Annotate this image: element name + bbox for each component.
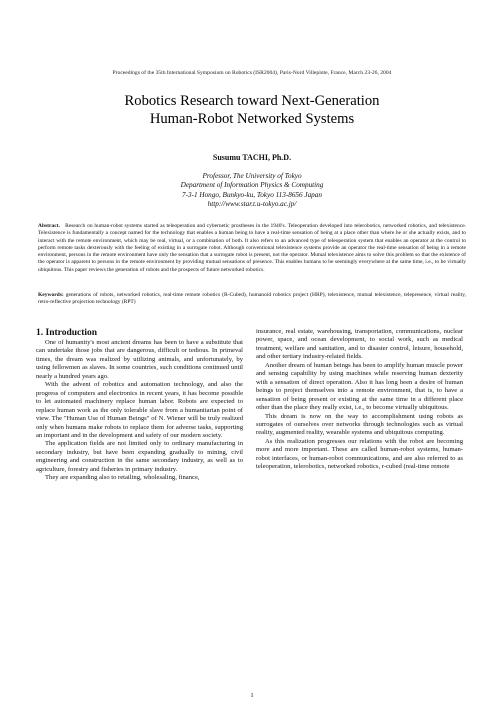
affiliation-url[interactable]: http://www.star.t.u-tokyo.ac.jp/ (207, 200, 297, 209)
left-column (36, 328, 243, 483)
paragraph: insurance, real estate, warehousing, transportation, communications, nuclear power, space, and ocean development, to social work, such as medical treatment, welfare and sanitation, and to disaster control, leisure, household, and other tertiary industry-related fields. (256, 328, 463, 361)
paragraph: The application fields are not limited only to ordinary manufacturing in secondary industry, but have been expanding gradually to mining, civil engineering and construction in the same secondary industry, as well as to agriculture, forestry and fisheries in primary industry. (36, 440, 243, 473)
paragraph: They are expanding also to retailing, wholesaling, finance, (45, 474, 200, 482)
paragraph: As this realization progresses our relations with the robot are becoming more and more important. These are called human-robot systems, human-robot interfaces, or human-robot communications, and are also referred to as teleoperation, telerobotics, networked robotics, r-cubed (real-time remote (256, 437, 463, 471)
right-column (256, 328, 463, 472)
author-name: Susumu TACHI, Ph.D. (212, 153, 292, 162)
paper-title (0, 92, 504, 128)
paragraph: With the advent of robotics and automation technology, and also the progress of computers and electronics in recent years, it has become possible to let automated machinery replace human labor. Robots are expected to replace human work as the only tolerable slave from a humanitarian point of view. The "Human Use of Human Beings" of N. Wiener will be truly realized only when humans make robots to replace them for adverse tasks, supporting an important and in the development and safety of our modern society. (36, 381, 243, 439)
paragraph: Another dream of human beings has been to amplify human muscle power and sensing capability by using machines while reserving human dexterity with a sensation of direct operation. Also it has long been a desire of human beings to project themselves into a remote environment, that is, to have a sensation of being present or existing at the same time in a different place other than the place they really exist, i.e., to become virtually ubiquitous. (256, 361, 463, 412)
abstract-label: Abstract. (38, 223, 60, 229)
title-line-1: Robotics Research toward Next-Generation (124, 93, 380, 109)
page-number: 1 (250, 692, 254, 699)
abstract-text: Research on human-robot systems started as teleoperation and cybernetic prostheses in the 1940's. Teleoperation developed into telerobotics, networked robotics, and telexistence. Telexistence is fundamentally a concept named for the technology that enables a human being to have a real-time sensation of being at a place other than where he or she actually exists, and to interact with the remote environment, which may be real, virtual, or a combination of both. It also refers to an advanced type of teleoperation system that enables an operator at the control to perform remote tasks dexterously with the feeling of existing in a surrogate robot. Although conventional telexistence systems provide an operator the real-time sensation of being in a remote environment, persons in the remote environment have only the sensation that a surrogate robot is present, not the operator. Mutual telexistence aims to solve this problem so that the existence of the operator is apparent to persons in the remote environment by providing mutual sensations of presence. This enables humans to be seemingly everywhere at the same time, i.e., to be virtually ubiquitous. This paper reviews the generation of robots and the prospects of future networked robotics. (38, 223, 467, 273)
affiliation-address: 7-3-1 Hongo, Bunkyo-ku, Tokyo 113-8656 Japan (182, 190, 322, 199)
title-line-2: Human-Robot Networked Systems (149, 111, 355, 127)
section-heading: 1. Introduction (36, 328, 98, 338)
affiliation-department: Department of Information Physics & Computing (180, 181, 324, 190)
keywords-text: generations of robots, networked robotics, real-time remote robotics (R-Cubed), humanoid robotics project (HRP), telexistence, mutual telexistence, telepresence, virtual reality, retro-reflective projection technology (RPT) (38, 292, 466, 306)
keywords-label: Keywords: (38, 292, 64, 298)
abstract (38, 223, 466, 274)
affiliation (0, 172, 504, 210)
keywords (38, 292, 466, 307)
paragraph: One of humanity's most ancient dreams has been to have a substitute that can undertake those jobs that are dangerous, difficult or tedious. In primeval times, the dream was realized by utilizing animals, and unfortunately, by using fellowmen as slaves. In some countries, such conditions continued until nearly a hundred years ago. (36, 339, 243, 380)
affiliation-position: Professor, The University of Tokyo (202, 172, 302, 180)
proceedings-header: Proceedings of the 35th International Symposium on Robotics (ISR2004), Paris-Nord Villepinte, France, March 23-26, 2004 (112, 70, 392, 76)
paragraph: This dream is now on the way to accomplishment using robots as surrogates of ourselves over networks through technologies such as virtual reality, augmented reality, wearable systems and ubiquitous computing. (256, 412, 463, 437)
